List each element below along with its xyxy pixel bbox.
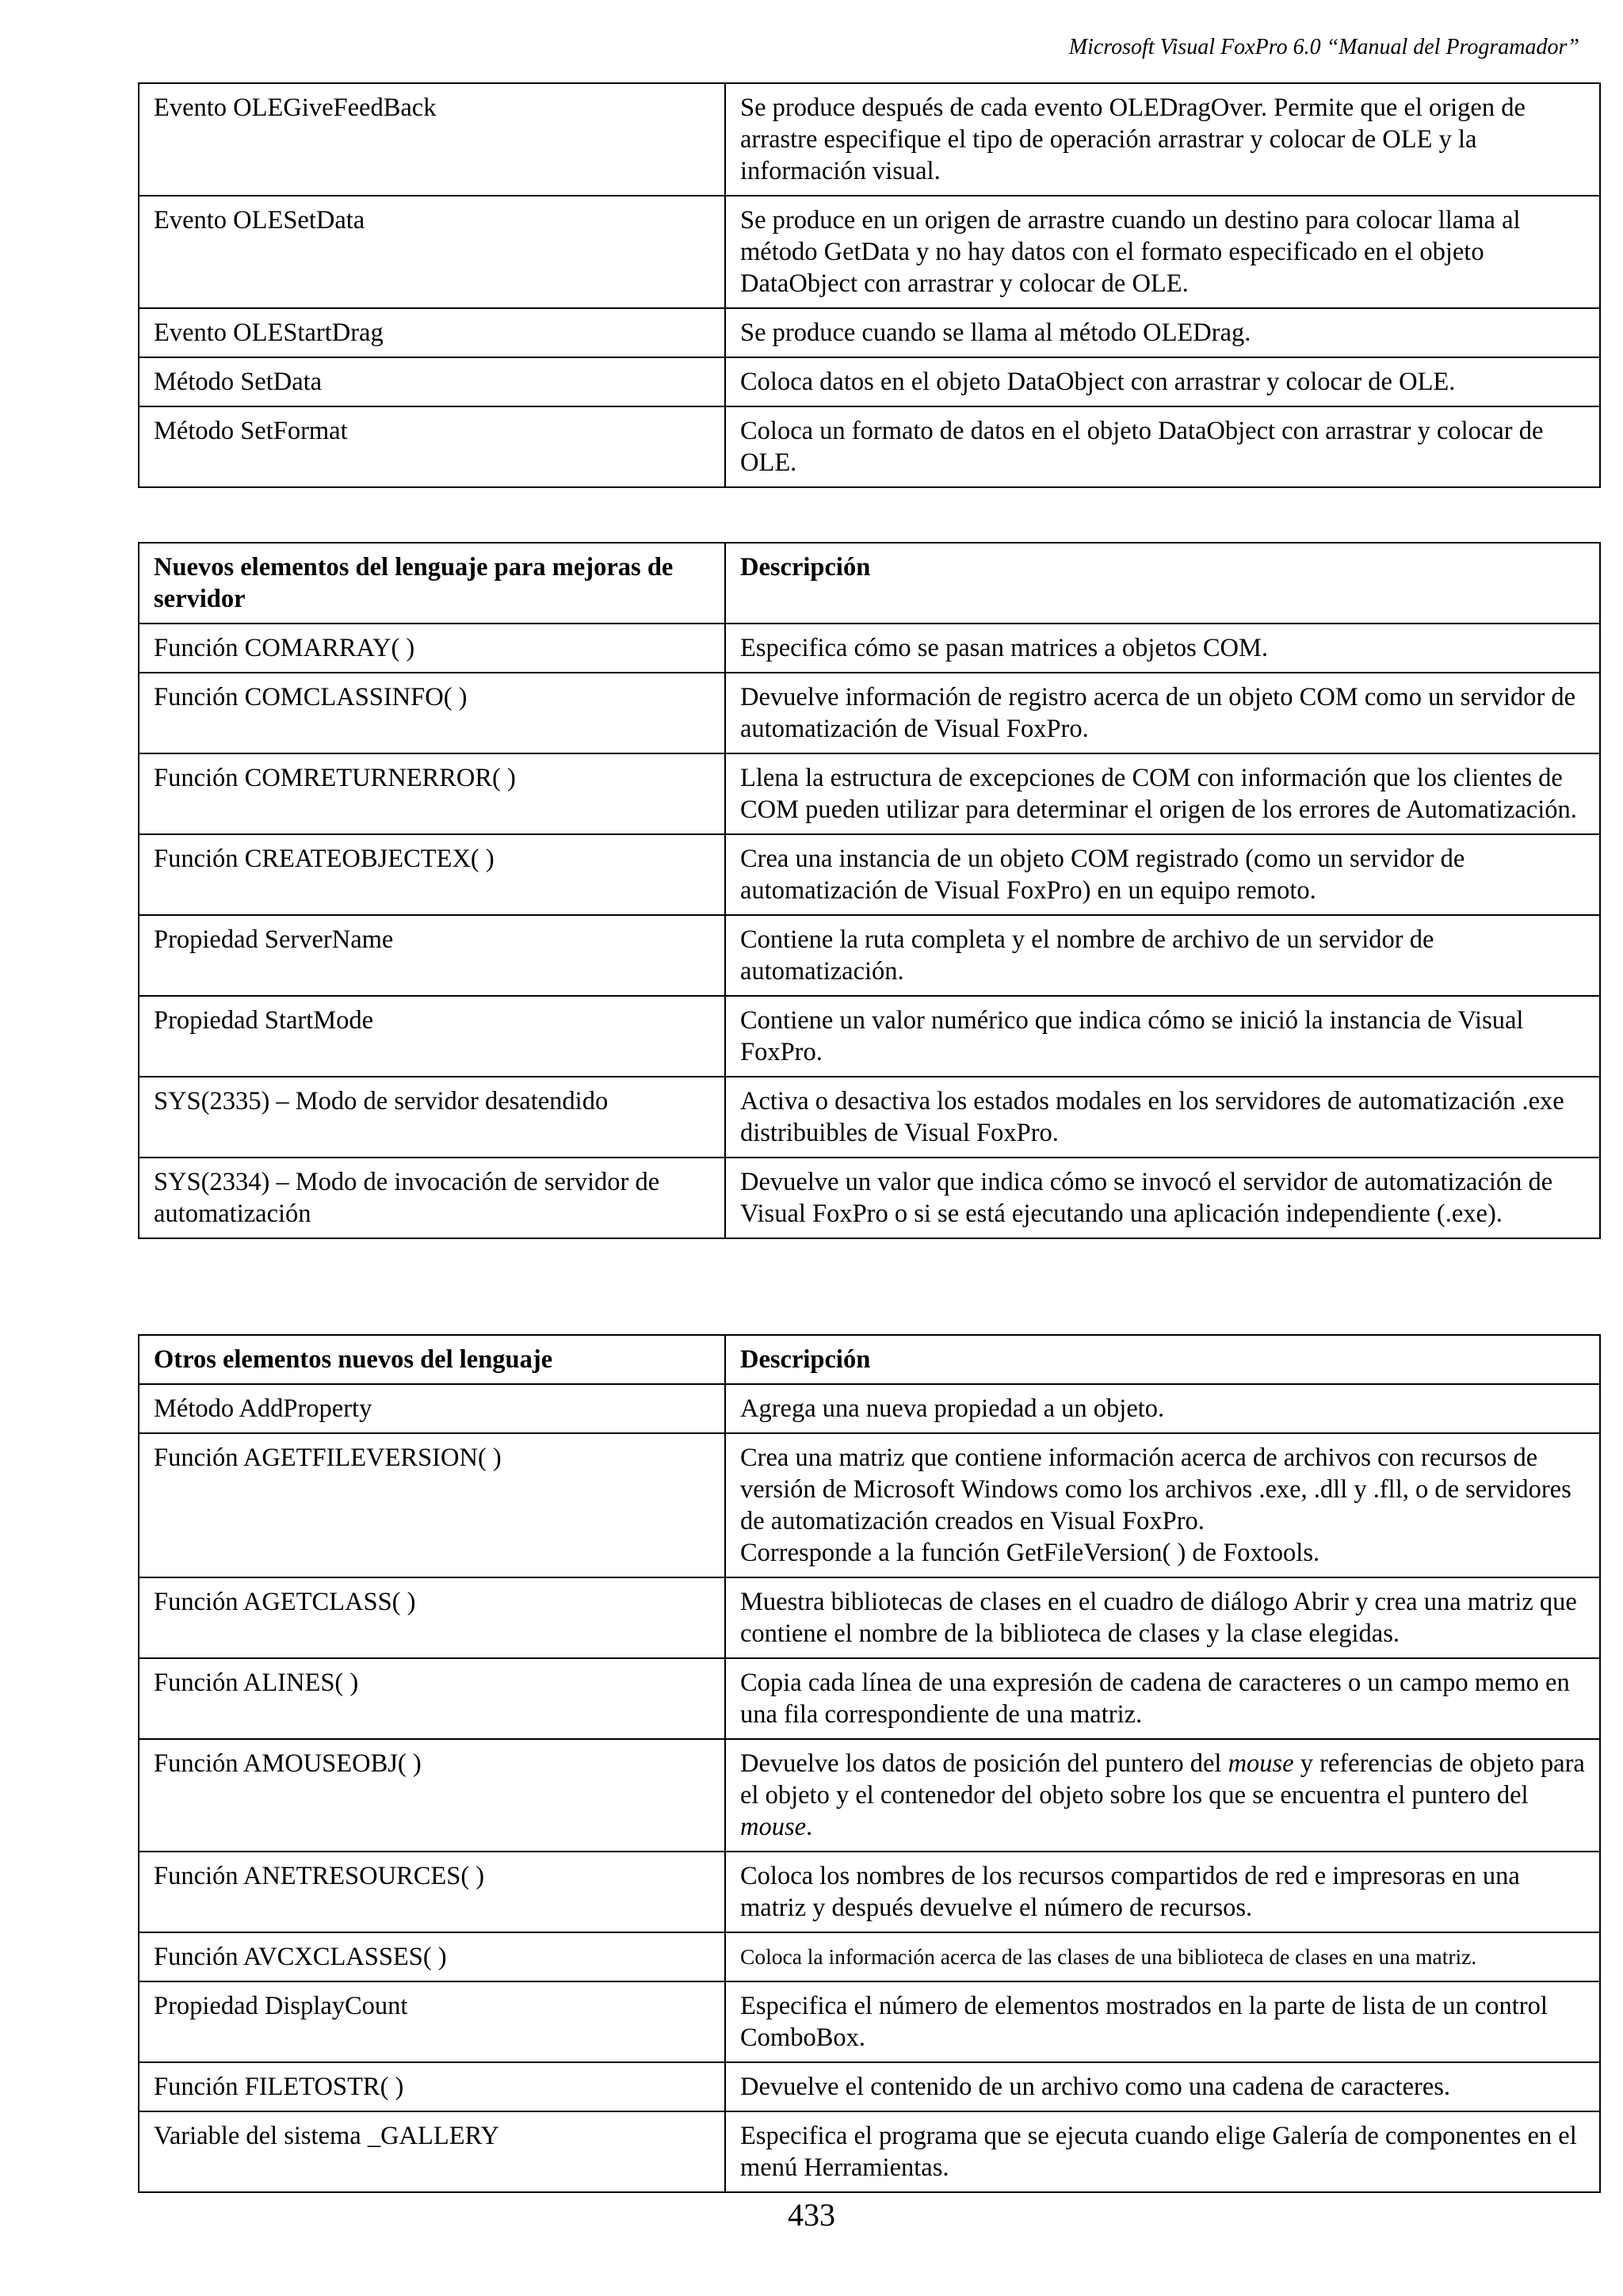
table-row: [139, 1852, 1600, 1932]
header-cell-element: Nuevos elementos del lenguaje para mejoras de servidor: [139, 543, 725, 624]
description-cell: [725, 1739, 1600, 1852]
ole-elements-table: [138, 82, 1601, 488]
element-cell: Función ALINES( ): [139, 1658, 725, 1739]
table-row: [139, 1077, 1600, 1158]
description-cell: Devuelve un valor que indica cómo se invocó el servidor de automatización de Visual FoxPro o si se está ejecutando una aplicación independiente (.exe).: [725, 1158, 1600, 1238]
element-cell: Función COMCLASSINFO( ): [139, 673, 725, 753]
table-row: [139, 915, 1600, 996]
table-row: [139, 2111, 1600, 2192]
table-row: [139, 996, 1600, 1077]
description-cell: Coloca la información acerca de las clases de una biblioteca de clases en una matriz.: [725, 1932, 1600, 1981]
element-cell: SYS(2335) – Modo de servidor desatendido: [139, 1077, 725, 1158]
other-elements-table: [138, 1334, 1601, 2193]
description-cell: Contiene un valor numérico que indica cómo se inició la instancia de Visual FoxPro.: [725, 996, 1600, 1077]
table-row: [139, 196, 1600, 308]
element-cell: Función AMOUSEOBJ( ): [139, 1739, 725, 1852]
table-row: [139, 1739, 1600, 1852]
description-text: Devuelve los datos de posición del puntero del: [740, 1749, 1228, 1778]
table-row: [139, 1577, 1600, 1658]
table-row: [139, 1384, 1600, 1433]
description-text: .: [806, 1813, 813, 1841]
description-emphasis: mouse: [740, 1813, 807, 1841]
page-number: 433: [788, 2197, 835, 2233]
table-row: [139, 753, 1600, 834]
element-cell: Evento OLEStartDrag: [139, 308, 725, 357]
table-header-row: [139, 543, 1600, 624]
description-cell: Copia cada línea de una expresión de cadena de caracteres o un campo memo en una fila correspondiente de una matriz.: [725, 1658, 1600, 1739]
description-paragraph: Crea una matriz que contiene información acerca de archivos con recursos de versión de Microsoft Windows como los archivos .exe, .dll y .fll, o de servidores de automatización creados en Visual FoxPro.: [740, 1444, 1571, 1535]
description-text: y referencias de objeto para el objeto y el contenedor del objeto sobre los que se encuentra el puntero del: [740, 1749, 1585, 1810]
element-cell: Función AGETCLASS( ): [139, 1577, 725, 1658]
table-row: [139, 1981, 1600, 2062]
description-emphasis: mouse: [1228, 1749, 1294, 1778]
table-row: [139, 2062, 1600, 2111]
element-cell: Función AVCXCLASSES( ): [139, 1932, 725, 1981]
description-cell: Activa o desactiva los estados modales en los servidores de automatización .exe distribuibles de Visual FoxPro.: [725, 1077, 1600, 1158]
description-cell: Muestra bibliotecas de clases en el cuadro de diálogo Abrir y crea una matriz que contiene el nombre de la biblioteca de clases y la clase elegidas.: [725, 1577, 1600, 1658]
description-cell: Se produce después de cada evento OLEDragOver. Permite que el origen de arrastre especifique el tipo de operación arrastrar y colocar de OLE y la información visual.: [725, 83, 1600, 196]
element-cell: Método SetData: [139, 357, 725, 406]
description-cell: Devuelve el contenido de un archivo como una cadena de caracteres.: [725, 2062, 1600, 2111]
table-row: [139, 406, 1600, 487]
table-row: [139, 1658, 1600, 1739]
server-elements-table: [138, 542, 1601, 1239]
description-cell: Llena la estructura de excepciones de COM con información que los clientes de COM pueden utilizar para determinar el origen de los errores de Automatización.: [725, 753, 1600, 834]
description-cell: [725, 1433, 1600, 1577]
element-cell: SYS(2334) – Modo de invocación de servidor de automatización: [139, 1158, 725, 1238]
description-cell: Coloca datos en el objeto DataObject con arrastrar y colocar de OLE.: [725, 357, 1600, 406]
header-cell-description: Descripción: [725, 543, 1600, 624]
table-row: [139, 308, 1600, 357]
description-cell: Especifica cómo se pasan matrices a objetos COM.: [725, 624, 1600, 673]
element-cell: Método SetFormat: [139, 406, 725, 487]
description-cell: Se produce cuando se llama al método OLEDrag.: [725, 308, 1600, 357]
element-cell: Función COMARRAY( ): [139, 624, 725, 673]
element-cell: Función AGETFILEVERSION( ): [139, 1433, 725, 1577]
table-row: [139, 1158, 1600, 1238]
description-cell: Especifica el número de elementos mostrados en la parte de lista de un control ComboBox.: [725, 1981, 1600, 2062]
element-cell: Variable del sistema _GALLERY: [139, 2111, 725, 2192]
table-row: [139, 83, 1600, 196]
description-cell: Agrega una nueva propiedad a un objeto.: [725, 1384, 1600, 1433]
table-header-row: [139, 1335, 1600, 1384]
description-cell: Devuelve información de registro acerca de un objeto COM como un servidor de automatización de Visual FoxPro.: [725, 673, 1600, 753]
element-cell: Método AddProperty: [139, 1384, 725, 1433]
description-cell: Se produce en un origen de arrastre cuando un destino para colocar llama al método GetData y no hay datos con el formato especificado en el objeto DataObject con arrastrar y colocar de OLE.: [725, 196, 1600, 308]
element-cell: Propiedad ServerName: [139, 915, 725, 996]
table-row: [139, 624, 1600, 673]
description-cell: Crea una instancia de un objeto COM registrado (como un servidor de automatización de Visual FoxPro) en un equipo remoto.: [725, 834, 1600, 915]
header-cell-description: Descripción: [725, 1335, 1600, 1384]
table-row: [139, 673, 1600, 753]
description-cell: Coloca un formato de datos en el objeto DataObject con arrastrar y colocar de OLE.: [725, 406, 1600, 487]
element-cell: Propiedad StartMode: [139, 996, 725, 1077]
description-paragraph: Corresponde a la función GetFileVersion( ) de Foxtools.: [740, 1539, 1320, 1567]
element-cell: Evento OLESetData: [139, 196, 725, 308]
table-row: [139, 1433, 1600, 1577]
table-row: [139, 357, 1600, 406]
header-cell-element: Otros elementos nuevos del lenguaje: [139, 1335, 725, 1384]
table-row: [139, 834, 1600, 915]
description-cell: Especifica el programa que se ejecuta cuando elige Galería de componentes en el menú Herramientas.: [725, 2111, 1600, 2192]
description-cell: Coloca los nombres de los recursos compartidos de red e impresoras en una matriz y después devuelve el número de recursos.: [725, 1852, 1600, 1932]
element-cell: Función COMRETURNERROR( ): [139, 753, 725, 834]
description-cell: Contiene la ruta completa y el nombre de archivo de un servidor de automatización.: [725, 915, 1600, 996]
element-cell: Función ANETRESOURCES( ): [139, 1852, 725, 1932]
element-cell: Evento OLEGiveFeedBack: [139, 83, 725, 196]
table-row: [139, 1932, 1600, 1981]
running-header: Microsoft Visual FoxPro 6.0 “Manual del Programador”: [1068, 35, 1579, 59]
element-cell: Propiedad DisplayCount: [139, 1981, 725, 2062]
element-cell: Función FILETOSTR( ): [139, 2062, 725, 2111]
element-cell: Función CREATEOBJECTEX( ): [139, 834, 725, 915]
